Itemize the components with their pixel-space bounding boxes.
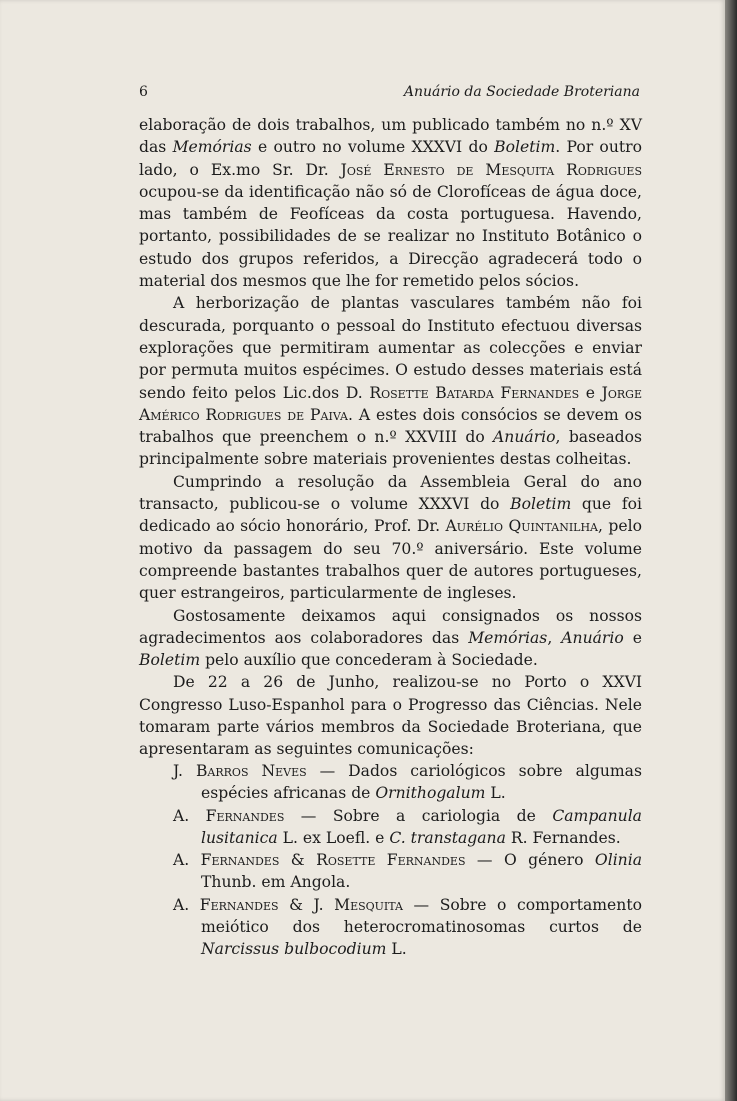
communication-item xyxy=(139,760,642,805)
small-caps-name: Rosette Batarda Fernandes xyxy=(369,383,580,402)
small-caps-name: Mesquita xyxy=(334,895,403,914)
italic-run: Memórias xyxy=(172,138,252,157)
italic-run: Boletim xyxy=(510,495,572,514)
text-run: , xyxy=(547,628,562,647)
italic-run: Campanula lusitanica xyxy=(201,806,642,847)
small-caps-name: Fernandes xyxy=(205,806,285,825)
page-edge-shadow xyxy=(725,0,737,1101)
running-head: Anuário da Sociedade Broteriana xyxy=(403,84,640,100)
text-run: A. xyxy=(173,806,206,825)
text-run: R. Fernandes. xyxy=(505,828,621,847)
text-run: . Por outro lado, o Ex.mo Sr. Dr. xyxy=(139,138,642,179)
text-run: , pelo motivo da passagem do seu 70.º aniversário. Este volume compreende bastantes trabalhos quer de autores portugueses, quer estrangeiros, particularmente de ingleses. xyxy=(139,517,643,603)
text-run: que foi dedicado ao sócio honorário, Prof. Dr. xyxy=(139,495,642,536)
text-run: L. ex Loefl. e xyxy=(277,828,390,847)
text-run: — Dados cariológicos sobre algumas espécies africanas de xyxy=(201,762,642,803)
text-run: Thunb. em Angola. xyxy=(201,873,351,892)
small-caps-name: Jorge Américo Rodrigues de Paiva xyxy=(139,383,642,424)
communication-item xyxy=(139,894,642,961)
text-run: L. xyxy=(386,940,407,959)
text-run: & xyxy=(279,851,317,870)
text-run: , baseados principalmente sobre materiais provenientes destas colheitas. xyxy=(139,428,642,469)
text-run: — Sobre o comportamento meiótico dos heterocromatinosomas curtos de xyxy=(201,895,642,937)
communications-list xyxy=(139,760,642,961)
italic-run: Anuário xyxy=(561,628,624,647)
text-run: De 22 a 26 de Junho, realizou-se no Porto o XXVI Congresso Luso-Espanhol para o Progresso das Ciências. Nele tomaram parte vários membros da Sociedade Broteriana, que apresentaram as seguintes comunicações: xyxy=(139,673,642,759)
text-run: Cumprindo a resolução da Assembleia Geral do ano transacto, publicou-se o volume XXXVI do xyxy=(139,472,642,514)
text-run: & J. xyxy=(278,895,335,914)
text-run: . A estes dois consócios se devem os trabalhos que preenchem o n.º XXVIII do xyxy=(139,405,643,447)
page-number: 6 xyxy=(139,84,148,100)
small-caps-name: Aurélio Quintanilha xyxy=(445,517,599,536)
text-run: e xyxy=(579,383,602,402)
body-text xyxy=(139,114,642,761)
italic-run: C. transtagana xyxy=(389,828,506,847)
text-run: A. xyxy=(173,851,201,870)
page-header xyxy=(139,84,640,104)
communication-item xyxy=(139,849,642,894)
small-caps-name: Fernandes xyxy=(200,851,280,870)
text-run: e outro no volume XXXVI do xyxy=(251,138,495,157)
text-run: Gostosamente deixamos aqui consignados os nossos agradecimentos aos colaboradores das xyxy=(139,606,642,647)
italic-run: Boletim xyxy=(494,138,556,157)
paragraph xyxy=(139,292,642,470)
text-run: — O género xyxy=(465,851,595,870)
italic-run: Boletim xyxy=(139,651,201,670)
paragraph xyxy=(139,114,642,292)
small-caps-name: Fernandes xyxy=(199,895,279,914)
italic-run: Anuário xyxy=(493,428,556,447)
text-run: pelo auxílio que concederam à Sociedade. xyxy=(200,651,538,670)
communication-item xyxy=(139,805,642,850)
italic-run: Memórias xyxy=(468,628,548,647)
small-caps-name: Barros Neves xyxy=(195,762,307,780)
paragraph xyxy=(139,471,642,605)
paragraph xyxy=(139,605,642,672)
small-caps-name: Rosette Fernandes xyxy=(316,851,466,870)
text-run: ocupou-se da identificação não só de Clorofíceas de água doce, mas também de Feofíceas da costa portuguesa. Havendo, portanto, possibilidades de se realizar no Instituto Botânico o estudo dos grupos referidos, a Direcção agradecerá todo o material dos mesmos que lhe for remetido pelos sócios. xyxy=(139,182,642,291)
text-run: A herborização de plantas vasculares também não foi descurada, porquanto o pessoal do Instituto efectuou diversas explorações que permitiram aumentar as colecções e enviar por permuta muitos espécimes. O estudo desses materiais está sendo feito pelos Lic.dos D. xyxy=(139,294,642,402)
italic-run: Ornithogalum xyxy=(375,784,486,803)
text-run: A. xyxy=(173,895,200,914)
text-run: L. xyxy=(485,784,506,803)
small-caps-name: José Ernesto de Mesquita Rodrigues xyxy=(340,160,642,179)
text-run: — Sobre a cariologia de xyxy=(284,806,553,825)
italic-run: Olinia xyxy=(594,851,643,870)
text-run: J. xyxy=(173,762,196,780)
text-run: elaboração de dois trabalhos, um publicado também no n.º XV das xyxy=(139,116,642,157)
paragraph xyxy=(139,671,642,760)
text-run: e xyxy=(623,628,642,647)
italic-run: Narcissus bulbocodium xyxy=(201,940,387,959)
